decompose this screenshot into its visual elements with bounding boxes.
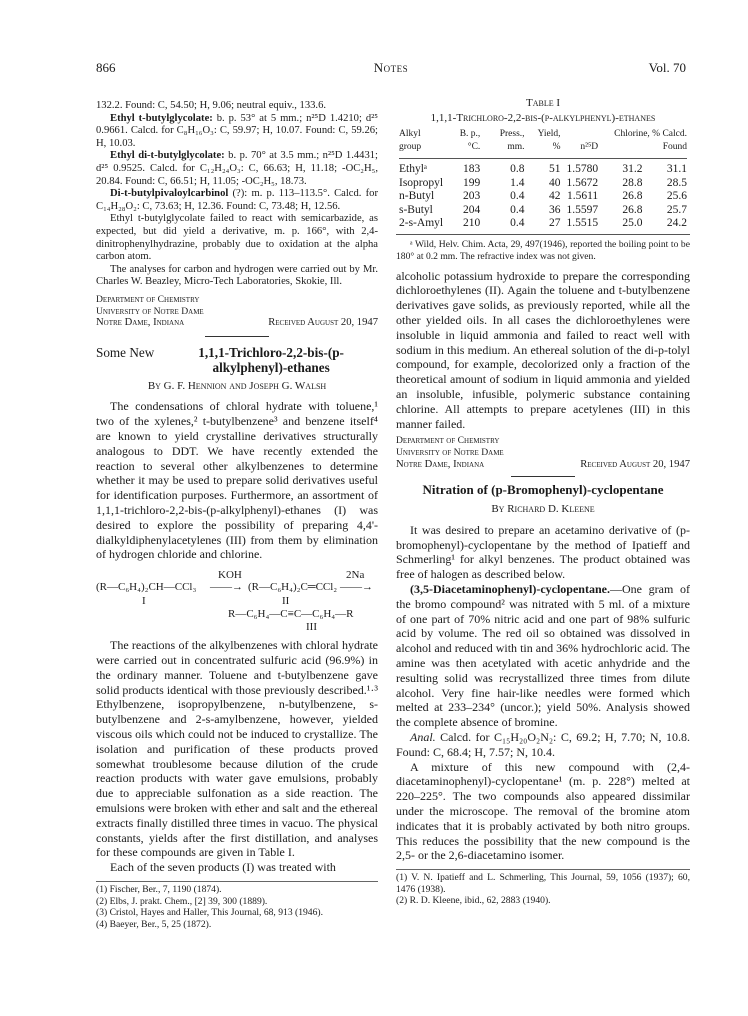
table-cell: 26.8 xyxy=(622,190,643,203)
table-footnote: ᵃ Wild, Helv. Chim. Acta, 29, 497(1946), reported the boiling point to be 180° at 0.2 mm. The refractive index was not given. xyxy=(396,239,690,263)
table-cell: 0.4 xyxy=(510,190,525,203)
table-cell: 40 xyxy=(549,176,561,189)
table-cell: 25.7 xyxy=(666,203,687,216)
table-cell: 28.8 xyxy=(622,176,643,189)
reagent-koh: KOH xyxy=(218,569,242,582)
di-t-butylpivaloylcarbinol xyxy=(96,188,378,213)
data-table xyxy=(396,128,690,231)
analysis-text: Calcd. for C₁₅H₂₀O₂N₂: C, 69.2; H, 7.70; N, 10.8. Found: C, 68.4; H, 7.57; N, 10.4. xyxy=(396,729,690,759)
article-title-main: 1,1,1-Trichloro-2,2-bis-(p-alkylphenyl)-ethanes xyxy=(198,344,344,375)
paragraph: A mixture of this new compound with (2,4-diacetaminophenyl)-cyclopentane¹ (m. p. 228°) melted at 220–225°. The two compounds also appeared dissimilar under the microscope. The removal of the bromine atom indicates that it is probably activated by both nitro groups. This reduces the possibility that the new compound is the 2,5- or the 2,6-diacetamino isomer. xyxy=(396,759,690,863)
table-header: Press., mm. xyxy=(499,128,525,152)
paragraph: The condensations of chloral hydrate with toluene,¹ two of the xylenes,² t-butylbenzene³ and benzene itself⁴ are known to yield crystalline derivatives structurally analogous to DDT. We have recently extended the reaction to several other alkylbenzenes to determine whether it may be used to prepare solid derivatives useful for identification purposes. Furthermore, an assortment of 1,1,1-trichloro-2,2-bis-(p-alkylphenyl)-ethanes (I) was desired to explore the possibility of preparing 4,4'-dialkyldiphenylacetylenes (III) from them by elimination of hydrogen chloride and chlorine. xyxy=(96,399,378,562)
table-row xyxy=(396,217,690,230)
table-cell: 24.2 xyxy=(666,217,687,230)
paragraph xyxy=(396,582,690,730)
table-cell: 31.1 xyxy=(666,163,687,176)
paragraph-text: —One gram of the bromo compound² was nitrated with 5 ml. of a mixture of one part of 70% nitric acid and one part of 98% sulfuric acid by volume. The red oil so obtained was dissolved in alcohol and reduced with tin and 36% hydrochloric acid. The amine was then acetylated with acetic anhydride and the resulting solid was recrystallized three times from dilute alcohol. Very fine hair-like needles were formed which melted at 233–234° (uncor.); yield 50%. Analysis showed the complete absence of bromine. xyxy=(396,581,690,730)
affiliation-univ: University of Notre Dame xyxy=(396,446,504,458)
label-iii: III xyxy=(306,621,317,634)
article-title-prefix: Some New xyxy=(96,344,155,360)
affiliation-univ: University of Notre Dame xyxy=(96,305,204,317)
table-header: B. p., °C. xyxy=(459,128,481,152)
table-header-row xyxy=(396,128,690,155)
affiliation-place: Notre Dame, Indiana xyxy=(396,458,485,470)
compound-name: Ethyl di-t-butylglycolate: xyxy=(110,150,225,162)
table-row xyxy=(396,204,690,217)
table-caption: 1,1,1-Trichloro-2,2-bis-(p-alkylphenyl)-ethanes xyxy=(430,111,656,124)
compound-name: (3,5-Diacetaminophenyl)-cyclopentane. xyxy=(410,581,610,596)
received-line xyxy=(396,459,690,471)
received-line xyxy=(96,317,378,329)
paragraph: Ethyl t-butylglycolate failed to react with semicarbazide, as expected, but did yield a derivative, m. p. 166°, with 2,4-dinitrophenylhydrazine, probably due to oxidation at the alpha carbon atom. xyxy=(96,213,378,263)
table-cell: 0.4 xyxy=(510,203,525,216)
reaction-arrow: ——→ xyxy=(210,581,243,594)
table-cell: 31.2 xyxy=(622,163,643,176)
table-cell: 199 xyxy=(463,176,481,189)
table-row xyxy=(396,190,690,203)
footnote: (2) R. D. Kleene, ibid., 62, 2883 (1940). xyxy=(396,895,551,907)
article2-title: Nitration of (p-Bromophenyl)-cyclopentane xyxy=(422,482,664,498)
table-cell: 1.5780 xyxy=(566,163,599,176)
table-cell: s-Butyl xyxy=(399,203,433,216)
table-cell: 204 xyxy=(463,203,481,216)
reaction-scheme xyxy=(96,568,378,632)
table-label: Table I xyxy=(525,97,561,109)
acknowledgement: The analyses for carbon and hydrogen were carried out by Mr. Charles W. Beazley, Micro-Tech Laboratories, Skokie, Ill. xyxy=(96,263,378,288)
footnote: (2) Elbs, J. prakt. Chem., [2] 39, 300 (1889). xyxy=(96,895,268,907)
compound-name: Ethyl t-butylglycolate: xyxy=(110,112,213,124)
reaction-arrow: ——→ xyxy=(340,581,373,594)
table-header: Chlorine, % Calcd. Found xyxy=(614,128,687,152)
divider xyxy=(205,336,269,337)
table-row xyxy=(396,177,690,190)
page-header xyxy=(96,60,686,76)
table-cell: 25.6 xyxy=(666,190,687,203)
table-cell: 26.8 xyxy=(622,203,643,216)
footnote: (1) Fischer, Ber., 7, 1190 (1874). xyxy=(96,884,222,895)
footnote: (3) Cristol, Hayes and Haller, This Journal, 68, 913 (1946). xyxy=(96,907,323,919)
section-title: Notes xyxy=(373,60,409,75)
compound-data: (?): m. p. 113–113.5°. Calcd. for C₁₄H₂₈O₂: C, 73.63; H, 12.36. Found: C, 73.48; H, 12.56. xyxy=(96,188,378,212)
table-cell: 27 xyxy=(549,217,561,230)
paragraph: It was desired to prepare an acetamino derivative of (p-bromophenyl)-cyclopentane by the method of Ipatieff and Schmerling¹ for alkyl benzenes. The product obtained was free of halogen as described below. xyxy=(396,522,690,582)
compound-ii-formula: (R—C₆H₄)₂C═CCl₂ xyxy=(248,581,338,594)
compound-i-formula: (R—C₆H₄)₂CH—CCl₃ xyxy=(96,581,197,594)
table-cell: Ethylᵃ xyxy=(399,163,428,176)
table-rule xyxy=(399,158,687,159)
page-number: 866 xyxy=(96,60,116,75)
analysis xyxy=(396,730,690,760)
compound-iii-formula: R—C₆H₄—C≡C—C₆H₄—R xyxy=(228,608,354,621)
ethyl-t-butylglycolate xyxy=(96,113,378,151)
received-date: Received August 20, 1947 xyxy=(268,317,378,329)
table-cell: 25.0 xyxy=(622,217,643,230)
table-header: Yield, % xyxy=(537,128,561,152)
table-cell: Isopropyl xyxy=(399,176,444,189)
compound-data: b. p. 70° at 3.5 mm.; n²⁵D 1.4431; d²⁵ 0.9525. Calcd. for C₁₂H₂₄O₃: C, 66.63; H, 11.18; -OC₂H₅, 20.84. Found: C, 66.51; H, 11.05; -OC₂H₅, 18.73. xyxy=(96,150,378,187)
table-cell: 183 xyxy=(463,163,481,176)
compound-name: Di-t-butylpivaloylcarbinol xyxy=(110,188,229,200)
table-row xyxy=(396,163,690,176)
volume-label: Vol. 70 xyxy=(648,60,686,75)
label-i: I xyxy=(142,595,146,608)
paragraph: alcoholic potassium hydroxide to prepare the corresponding dichloroethylenes (II). Again the toluene and t-butylbenzene derivatives gave solids, as previously reported, while all the other yielded oils. In all cases the dichloroethylenes were insoluble in liquid ammonia and failed to react well with sodium in this medium. An ethereal solution of the di-p-tolyl compound, for example, decolorized only a fraction of the theoretical amount of sodium in liquid ammonia and yielded an insoluble, infusible, polymeric substance containing chlorine. All attempts to prepare acetylenes (III) in this manner failed. xyxy=(396,268,690,431)
table-header: Alkyl group xyxy=(399,128,422,152)
table-cell: 1.5672 xyxy=(566,176,599,189)
table-header: n²⁵D xyxy=(580,142,599,152)
article2-byline: By Richard D. Kleene xyxy=(491,502,595,515)
ethyl-di-t-butylglycolate xyxy=(96,150,378,188)
left-column xyxy=(96,100,378,930)
article-title xyxy=(96,345,378,375)
footnote: (4) Baeyer, Ber., 5, 25 (1872). xyxy=(96,918,212,930)
affiliation-place: Notre Dame, Indiana xyxy=(96,317,185,329)
prev-article-text: 132.2. Found: C, 54.50; H, 9.06; neutral equiv., 133.6. xyxy=(96,100,327,111)
table-cell: n-Butyl xyxy=(399,190,435,203)
table-cell: 42 xyxy=(549,190,561,203)
affiliation-dept: Department of Chemistry xyxy=(96,293,200,305)
footnote: (1) V. N. Ipatieff and L. Schmerling, This Journal, 59, 1056 (1937); 60, 1476 (1938). xyxy=(396,872,690,895)
table-cell: 1.4 xyxy=(510,176,525,189)
table-cell: 28.5 xyxy=(666,176,687,189)
table-cell: 0.8 xyxy=(510,163,525,176)
compound-data: b. p. 53° at 5 mm.; n²⁵D 1.4210; d²⁵ 0.9661. Calcd. for C₈H₁₆O₃: C, 59.97; H, 10.07. Found: C, 59.26; H, 10.03. xyxy=(96,112,379,149)
table-cell: 0.4 xyxy=(510,217,525,230)
footnotes xyxy=(396,869,690,907)
paragraph: Each of the seven products (I) was treated with xyxy=(110,860,336,875)
footnotes xyxy=(96,881,378,930)
table-cell: 1.5611 xyxy=(566,190,599,203)
received-date: Received August 20, 1947 xyxy=(580,458,690,470)
table-cell: 210 xyxy=(463,217,481,230)
table-cell: 2-s-Amyl xyxy=(399,217,444,230)
label-ii: II xyxy=(282,595,290,608)
paragraph: The reactions of the alkylbenzenes with chloral hydrate were carried out in concentrated sulfuric acid (96.9%) in the ordinary manner. Toluene and t-butylbenzene gave solid products identical with those previously described.¹·³ Ethylbenzene, isopropylbenzene, n-butylbenzene, s-butylbenzene and 2-s-amylbenzene, however, yielded viscous oils which could not be induced to crystallize. The isolation and purification of these products proved somewhat troublesome because dilution of the crude reaction products with water gave emulsions, probably due to appreciable sulfonation as a side reaction. The emulsions were broken with ether and salt and the ethereal extracts finally distilled three times in vacuo. The physical constants, yields after the first distillation, and analyses for these compounds are given in Table I. xyxy=(96,638,378,860)
table-cell: 51 xyxy=(549,163,561,176)
table-cell: 1.5515 xyxy=(566,217,599,230)
reagent-na: 2Na xyxy=(346,569,365,582)
table-cell: 36 xyxy=(549,203,561,216)
table-cell: 1.5597 xyxy=(566,203,599,216)
right-column xyxy=(396,96,690,907)
analysis-label: Anal. xyxy=(410,729,436,744)
divider xyxy=(511,476,575,477)
article-byline: By G. F. Hennion and Joseph G. Walsh xyxy=(147,379,327,392)
table-rule xyxy=(396,234,690,235)
table-cell: 203 xyxy=(463,190,481,203)
affiliation-dept: Department of Chemistry xyxy=(396,435,500,447)
